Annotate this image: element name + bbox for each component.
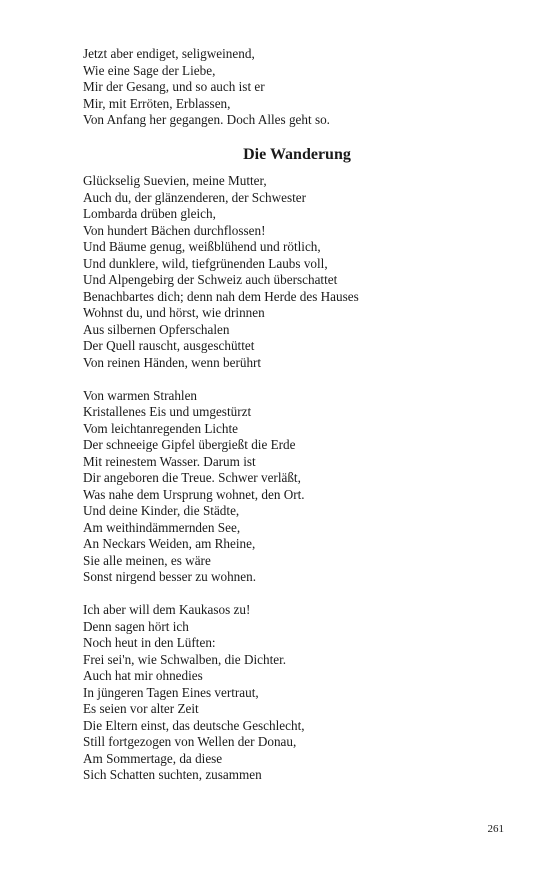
poem-line: Die Eltern einst, das deutsche Geschlecht, — [83, 717, 305, 733]
stanza-3 — [83, 602, 503, 784]
poem-line: Es seien vor alter Zeit — [83, 701, 199, 716]
poem-line: Und Bäume genug, weißblühend und rötlich, — [83, 239, 321, 254]
poem-line: Von reinen Händen, wenn berührt — [83, 354, 262, 370]
poem-line: Was nahe dem Ursprung wohnet, den Ort. — [83, 486, 305, 502]
poem-line: Der schneeige Gipfel übergießt die Erde — [83, 437, 296, 452]
poem-line: Still fortgezogen von Wellen der Donau, — [83, 734, 297, 749]
poem-line: Benachbartes dich; denn nah dem Herde des Hauses — [83, 288, 359, 304]
poem-line: Denn sagen hört ich — [83, 618, 189, 634]
poem-line: Ich aber will dem Kaukasos zu! — [83, 602, 251, 617]
poem-line: Sonst nirgend besser zu wohnen. — [83, 569, 257, 584]
stanza-2 — [83, 388, 503, 586]
poem-title: Die Wanderung — [243, 146, 351, 163]
poem-line: Der Quell rauscht, ausgeschüttet — [83, 338, 255, 353]
poem-line: Am Sommertage, da diese — [83, 750, 223, 766]
poem-line: Dir angeboren die Treue. Schwer verläßt, — [83, 470, 301, 485]
poem-line: In jüngeren Tagen Eines vertraut, — [83, 684, 259, 700]
poem-line: Am weithindämmernden See, — [83, 519, 241, 535]
poem-line: Sich Schatten suchten, zusammen — [83, 767, 262, 782]
page-number: 261 — [487, 823, 504, 835]
poem-line: An Neckars Weiden, am Rheine, — [83, 536, 256, 551]
poem-line: Mit reinestem Wasser. Darum ist — [83, 453, 256, 469]
poem-line: Kristallenes Eis und umgestürzt — [83, 404, 252, 419]
page-body — [83, 46, 503, 800]
poem-line: Auch hat mir ohnedies — [83, 668, 203, 683]
poem-line: Von warmen Strahlen — [83, 387, 198, 403]
poem-line: Vom leichtanregenden Lichte — [83, 420, 239, 436]
poem-line: Mir, mit Erröten, Erblassen, — [83, 95, 231, 111]
poem-line: Auch du, der glänzenderen, der Schwester — [83, 189, 306, 205]
opening-stanza — [83, 46, 503, 129]
poem-line: Und dunklere, wild, tiefgrünenden Laubs voll, — [83, 255, 328, 271]
poem-line: Lombarda drüben gleich, — [83, 206, 216, 221]
poem-line: Aus silbernen Opferschalen — [83, 321, 230, 337]
poem-line: Frei sei'n, wie Schwalben, die Dichter. — [83, 651, 287, 667]
stanza-1 — [83, 173, 503, 371]
poem-line: Und Alpengebirg der Schweiz auch überschattet — [83, 272, 338, 287]
poem-line: Wie eine Sage der Liebe, — [83, 62, 216, 78]
poem-line: Von Anfang her gegangen. Doch Alles geht so. — [83, 112, 330, 127]
poem-line: Von hundert Bächen durchflossen! — [83, 222, 266, 238]
poem-line: Noch heut in den Lüften: — [83, 635, 216, 650]
poem-line: Sie alle meinen, es wäre — [83, 552, 211, 568]
poem-line: Wohnst du, und hörst, wie drinnen — [83, 305, 265, 320]
poem-line: Jetzt aber endiget, seligweinend, — [83, 46, 255, 61]
poem-line: Mir der Gesang, und so auch ist er — [83, 79, 265, 94]
poem-line: Glückselig Suevien, meine Mutter, — [83, 173, 267, 188]
poem-line: Und deine Kinder, die Städte, — [83, 503, 240, 518]
